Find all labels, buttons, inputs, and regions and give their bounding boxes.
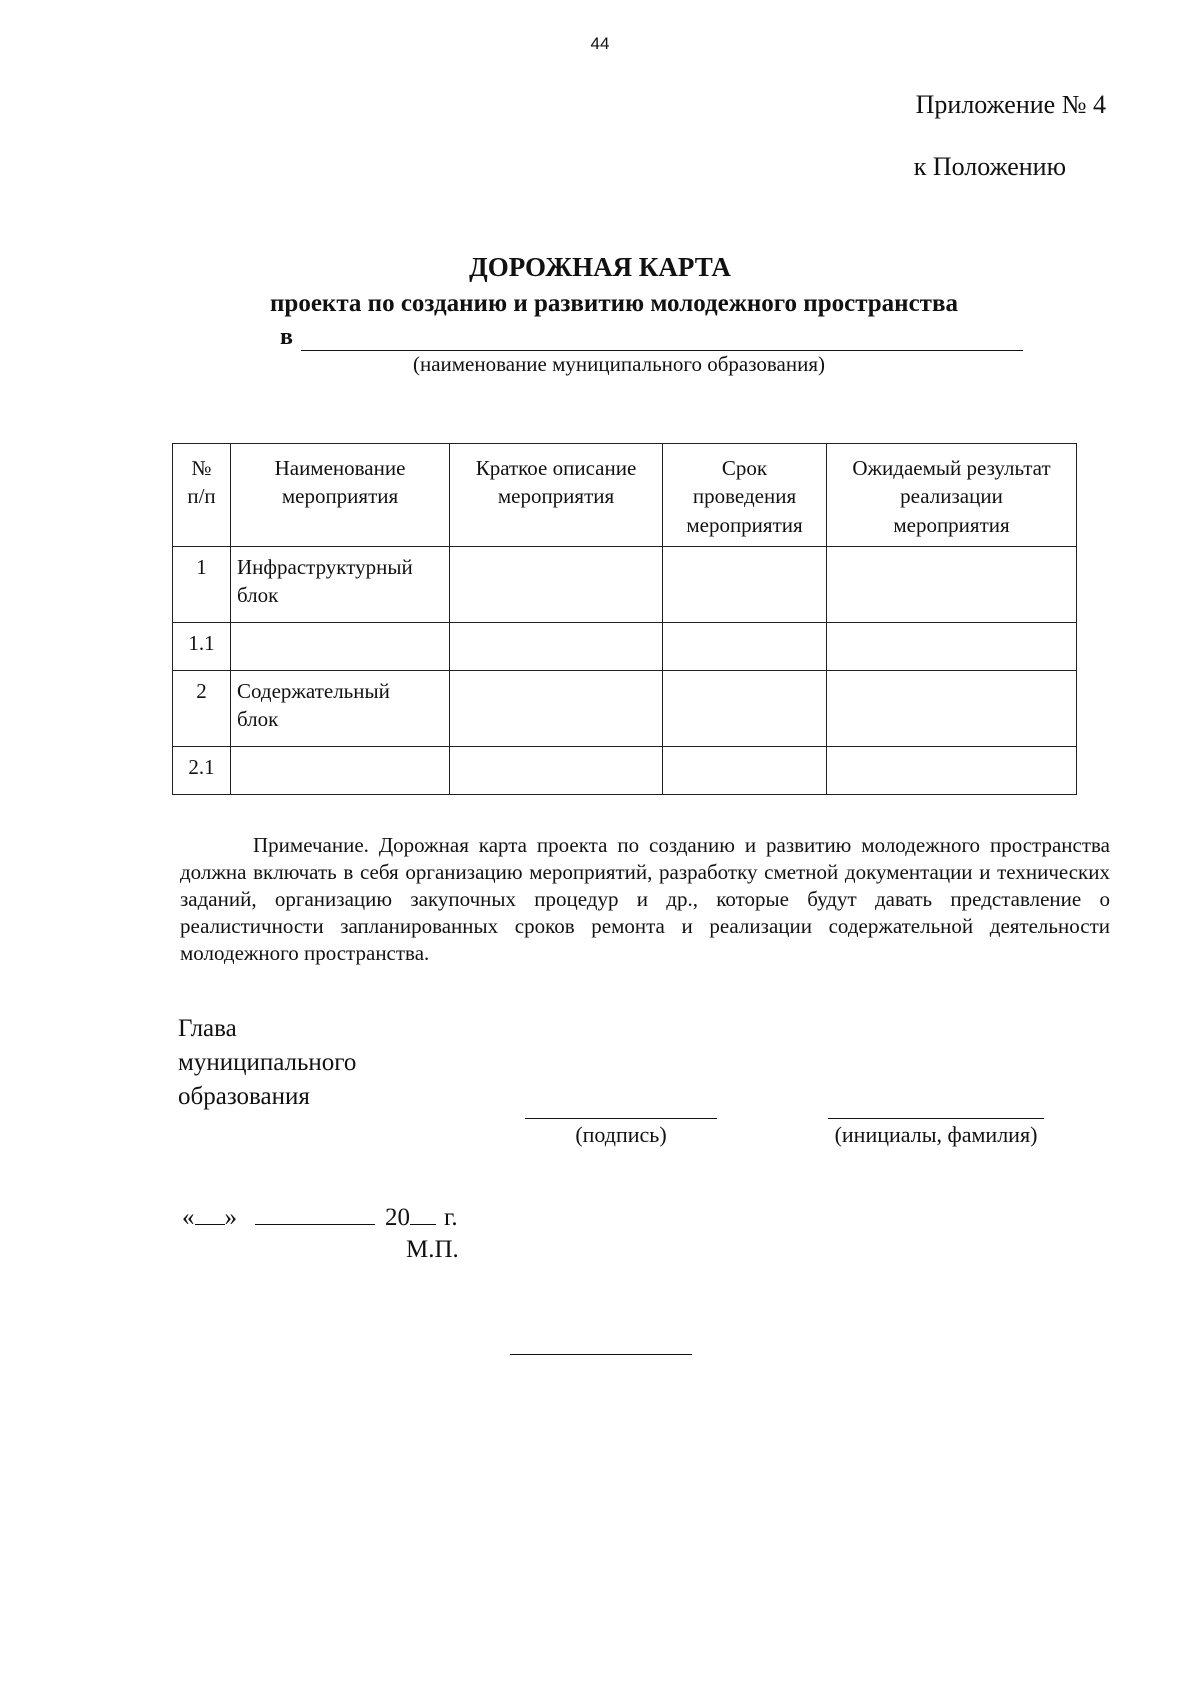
title-line: образования [178,1083,310,1110]
roadmap-table [172,443,1077,795]
appendix-reference: к Положению [913,152,1066,181]
table-row [173,747,1077,795]
header-event-description [450,444,663,547]
row-result-cell [827,547,1077,623]
note-text: Примечание. Дорожная карта проекта по созданию и развитию молодежного пространства должна включать в себя организацию мероприятий, разработку сметной документации и технических заданий, организацию закупочных процедур и др., которые будут давать представление о реалистичности запланированных сроков ремонта и реализации содержательной деятельности молодежного пространства. [180,833,1110,965]
header-line: мероприятия [686,512,803,537]
year-prefix: 20 [385,1204,410,1231]
header-line: мероприятия [893,512,1010,537]
table-header-row [173,444,1077,547]
signature-line [525,1118,717,1119]
header-expected-result [827,444,1077,547]
closing-divider-line [510,1354,692,1355]
name-line: блок [237,583,279,608]
initials-line [828,1118,1044,1119]
header-line: Краткое описание [475,456,637,480]
year-blank [410,1202,436,1225]
note-paragraph [180,832,1110,967]
month-blank [255,1202,375,1225]
header-event-name [231,444,450,547]
header-line: мероприятия [281,484,399,509]
header-line: мероприятия [497,484,615,509]
row-event-name [231,747,450,795]
header-line: проведения [692,484,797,509]
name-line: Инфраструктурный [237,555,413,579]
table-row [173,547,1077,623]
municipality-prefix: в [280,324,293,350]
row-number: 1 [173,547,231,623]
row-event-name [231,623,450,671]
year-suffix: г. [444,1204,458,1231]
name-line: блок [237,707,279,732]
signature-caption: (подпись) [575,1122,667,1147]
row-number: 2.1 [173,747,231,795]
title-line: муниципального [178,1049,357,1076]
page-number: 44 [590,34,610,53]
title-line: Глава [178,1015,237,1042]
header-line: п/п [187,484,216,509]
row-number: 2 [173,671,231,747]
header-line: Наименование [274,456,406,480]
municipality-caption: (наименование муниципального образования) [412,352,826,376]
row-period-cell [663,547,827,623]
row-number: 1.1 [173,623,231,671]
row-result-cell [827,747,1077,795]
header-line: № [191,456,212,480]
municipality-fill-line [280,324,1023,351]
row-period-cell [663,671,827,747]
row-description-cell [450,547,663,623]
day-blank [195,1202,225,1225]
row-result-cell [827,623,1077,671]
name-line: Содержательный [237,679,390,703]
header-number [173,444,231,547]
date-line [182,1202,458,1232]
row-period-cell [663,747,827,795]
appendix-number: Приложение № 4 [915,90,1106,119]
initials-caption: (инициалы, фамилия) [834,1122,1038,1147]
date-open-quote: « [182,1204,195,1231]
municipality-blank [301,326,1023,351]
row-event-name [231,671,450,747]
document-subtitle: проекта по созданию и развитию молодежного пространства [270,290,958,317]
row-description-cell [450,623,663,671]
table-row [173,623,1077,671]
header-line: реализации [900,484,1003,509]
header-line: Срок [721,456,768,480]
header-line: Ожидаемый результат [852,456,1051,480]
row-result-cell [827,671,1077,747]
row-description-cell [450,671,663,747]
head-of-municipality-title [178,1012,356,1114]
row-period-cell [663,623,827,671]
stamp-place-mark: М.П. [406,1236,459,1263]
document-title: ДОРОЖНАЯ КАРТА [469,252,731,282]
row-description-cell [450,747,663,795]
date-close-quote: » [224,1204,237,1231]
row-event-name [231,547,450,623]
table-row [173,671,1077,747]
header-event-period [663,444,827,547]
